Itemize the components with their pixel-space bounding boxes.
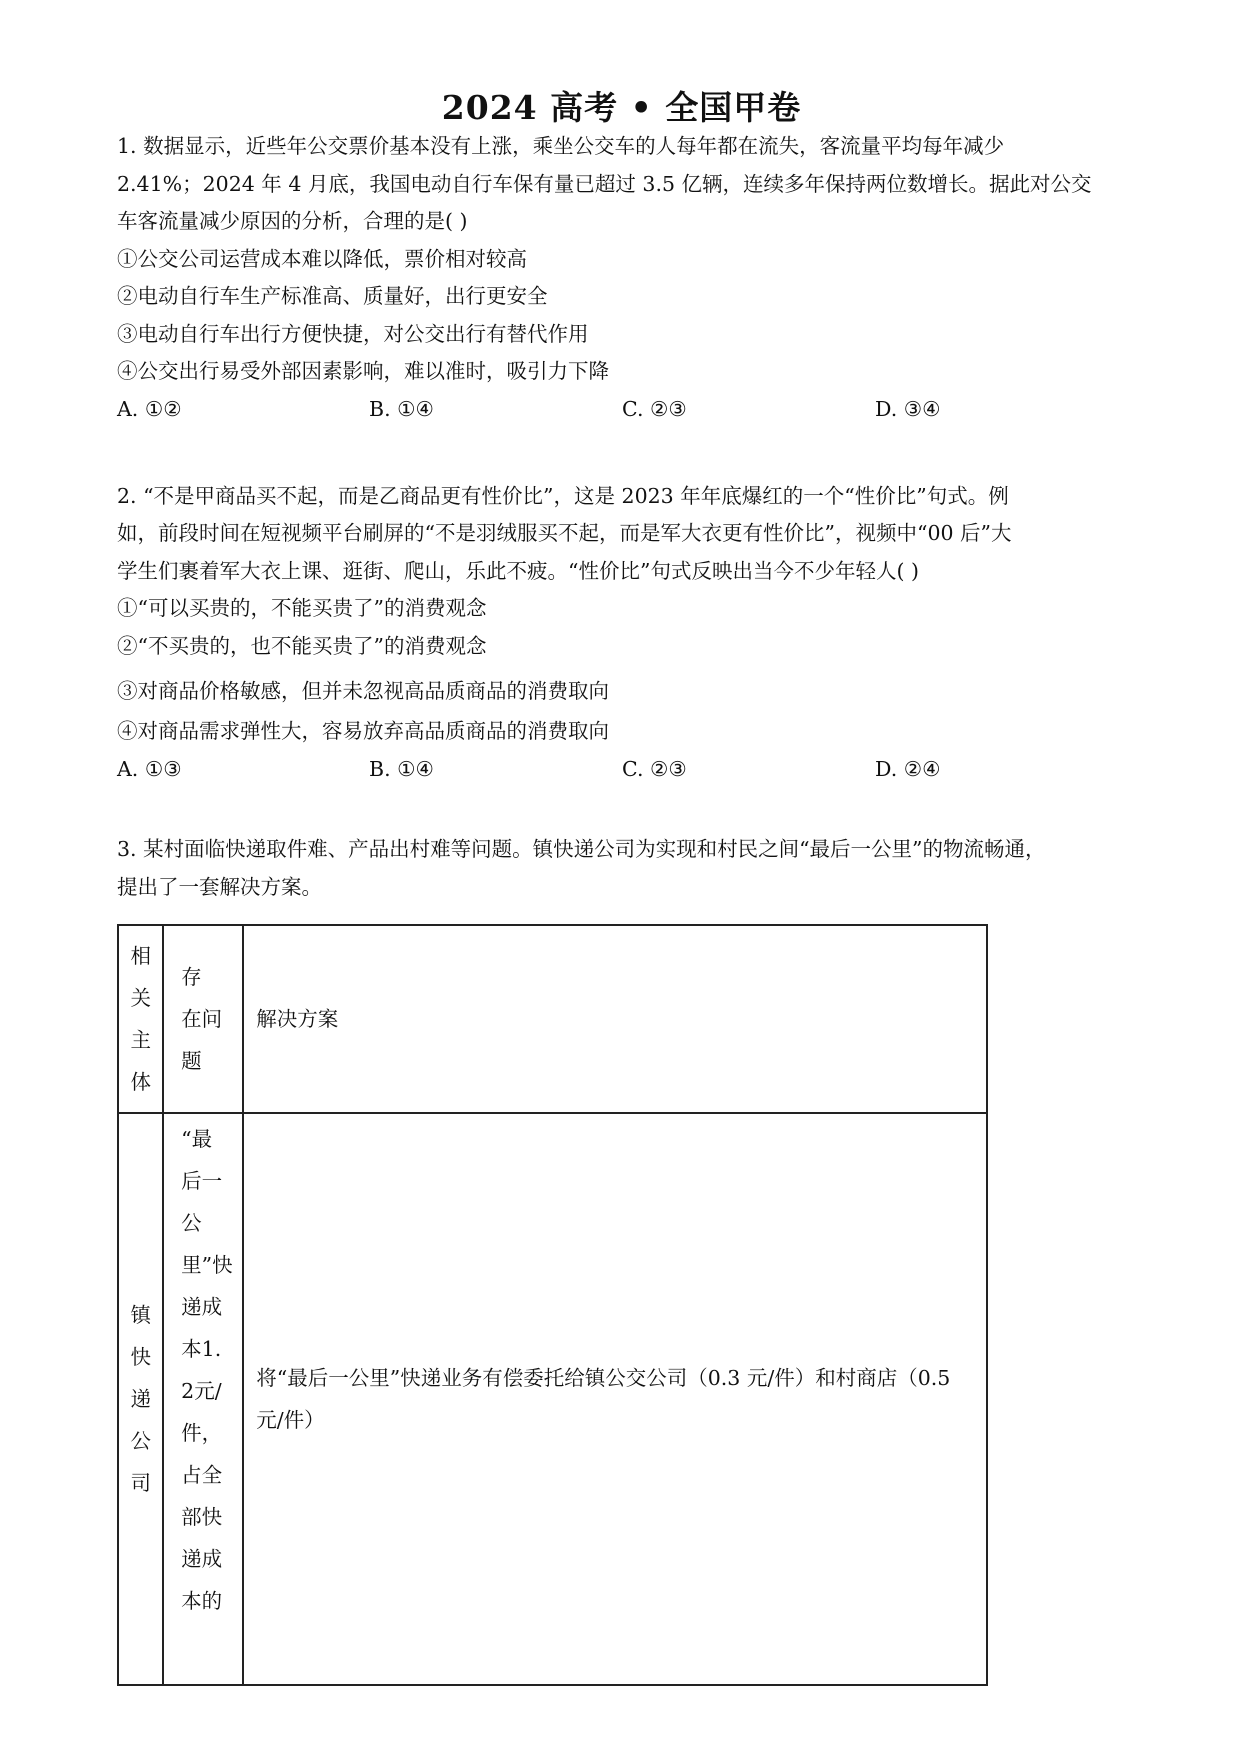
q2-options	[117, 755, 1017, 783]
q1-options	[117, 395, 1017, 423]
table-header-row	[118, 925, 987, 1113]
q1-stem-line-1: 1. 数据显示，近些年公交票价基本没有上涨，乘坐公交车的人每年都在流失，客流量平均每年减少	[117, 134, 1005, 158]
q3-stem-line-1: 3. 某村面临快递取件难、产品出村难等问题。镇快递公司为实现和村民之间“最后一公里”的物流畅通，	[117, 837, 1046, 861]
q1-option-d[interactable]: D. ③④	[875, 397, 941, 421]
q1-option-b[interactable]: B. ①④	[369, 397, 434, 421]
q1-option-c[interactable]: C. ②③	[622, 397, 687, 421]
cell-problem	[163, 1113, 243, 1685]
q2-stem-line-1: 2. “不是甲商品买不起，而是乙商品更有性价比”，这是 2023 年年底爆红的一个“性价比”句式。例	[117, 484, 1009, 508]
q2-stem-line-2: 如，前段时间在短视频平台刷屏的“不是羽绒服买不起，而是军大衣更有性价比”，视频中“00 后”大	[117, 521, 1012, 545]
q1-statement-3: ③电动自行车出行方便快捷，对公交出行有替代作用	[117, 322, 589, 346]
q2-option-c[interactable]: C. ②③	[622, 757, 687, 781]
row-solution: 将“最后一公里”快递业务有偿委托给镇公交公司（0.3 元/件）和村商店（0.5 元/件）	[256, 1366, 951, 1432]
header-cell-subject	[118, 925, 163, 1113]
q1-stem-line-2: 2.41%；2024 年 4 月底，我国电动自行车保有量已超过 3.5 亿辆，连续多年保持两位数增长。据此对公交	[117, 172, 1092, 196]
q1-statement-4: ④公交出行易受外部因素影响，难以准时，吸引力下降	[117, 359, 609, 383]
header-solution: 解决方案	[256, 1007, 339, 1031]
table-row	[118, 1113, 987, 1685]
q2-statement-3: ③对商品价格敏感，但并未忽视高品质商品的消费取向	[117, 679, 609, 703]
header-subject: 相关主体	[130, 944, 152, 1094]
page-title: 2024 高考 • 全国甲卷	[441, 88, 802, 127]
cell-solution	[243, 1113, 987, 1685]
q1-statement-1: ①公交公司运营成本难以降低，票价相对较高	[117, 247, 527, 271]
q3-stem-line-2: 提出了一套解决方案。	[117, 875, 322, 899]
q1-option-a[interactable]: A. ①②	[117, 397, 182, 421]
q2-statement-1: ①“可以买贵的，不能买贵了”的消费观念	[117, 596, 487, 620]
q1-statement-2: ②电动自行车生产标准高、质量好，出行更安全	[117, 284, 548, 308]
q2-stem-line-3: 学生们裹着军大衣上课、逛街、爬山，乐此不疲。“性价比”句式反映出当今不少年轻人( )	[117, 559, 919, 583]
row-problem: “最后一公里”快递成本1.2元/件，占全部快递成本的	[181, 1127, 233, 1613]
solution-table	[117, 924, 988, 1686]
q2-statement-4: ④对商品需求弹性大，容易放弃高品质商品的消费取向	[117, 719, 609, 743]
q2-option-b[interactable]: B. ①④	[369, 757, 434, 781]
q2-option-d[interactable]: D. ②④	[875, 757, 941, 781]
row-subject: 镇快递公司	[130, 1303, 152, 1495]
q2-option-a[interactable]: A. ①③	[117, 757, 182, 781]
cell-subject	[118, 1113, 163, 1685]
header-cell-solution	[243, 925, 987, 1113]
q1-stem-line-3: 车客流量减少原因的分析，合理的是( )	[117, 209, 468, 233]
header-problem: 存 在问题	[181, 965, 223, 1073]
header-cell-problem	[163, 925, 243, 1113]
q2-statement-2: ②“不买贵的，也不能买贵了”的消费观念	[117, 634, 487, 658]
